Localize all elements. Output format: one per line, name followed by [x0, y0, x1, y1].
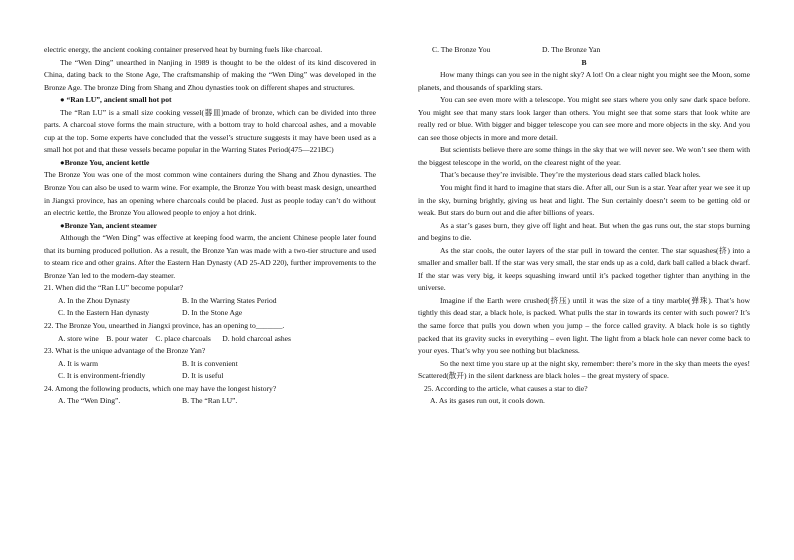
section-heading-bronze-you: ●Bronze You, ancient kettle	[60, 157, 150, 167]
option-c: C. The Bronze You	[432, 45, 491, 54]
question-24-options-continued	[418, 44, 750, 57]
question-23: 23. What is the unique advantage of the Bronze Yan?	[44, 346, 206, 356]
question-22: 22. The Bronze You, unearthed in Jiangxi province, has an opening to_______.	[44, 321, 285, 331]
question-21-options	[44, 307, 376, 320]
option-c: C. It is environment-friendly	[58, 371, 146, 381]
question-24-options	[44, 395, 376, 408]
passage-b-paragraph: But scientists believe there are some things in the sky that we will never see. We won’t see them with the biggest telescope in the world, on the clearest night of the year.	[418, 145, 750, 167]
section-label-b: B	[581, 57, 587, 67]
passage-b-paragraph: As the star cools, the outer layers of the star pull in toward the center. The star squashes(挤) into a smaller and smaller ball. If the star was very small, the star ends up as a cold, dark ball called a black dwarf. If the star was very big, it keeps squashing inward until it’s packed together tighter than anything in the universe.	[418, 245, 750, 293]
option-b: B. It is convenient	[182, 358, 238, 368]
question-23-options	[44, 358, 376, 371]
passage-a-paragraph: The Bronze You was one of the most common wine containers during the Shang and Zhou dynasties. The Bronze You can also be used to warm wine. For example, the Bronze You with beast mask design, unearthed in Jiangxi province, has an opening where charcoals could be placed. Just as people today can’t do without an electric kettle, the Bronze You allowed people to enjoy a hot drink.	[44, 170, 376, 218]
question-23-options	[44, 370, 376, 383]
right-column	[418, 44, 750, 408]
section-heading-ran-lu: ● “Ran LU”, ancient small hot pot	[60, 95, 172, 105]
passage-b-paragraph: You might find it hard to imagine that stars die. After all, our Sun is a star. Year after year we see it up in the sky, burning brightly, giving us heat and light. The Sun certainly doesn’t seem to be getting old or weak. But stars do burn out and die after billions of years.	[418, 183, 750, 218]
option-b: B. The “Ran LU”.	[182, 396, 238, 406]
passage-b-paragraph: As a star’s gases burn, they give off light and heat. But when the gas runs out, the star stops burning and begins to die.	[418, 220, 750, 243]
passage-b-paragraph: How many things can you see in the night sky? A lot! On a clear night you might see the Moon, some planets, and thousands of sparkling stars.	[418, 70, 750, 92]
option-d: D. It is useful	[182, 371, 224, 381]
option-c: C. In the Eastern Han dynasty	[58, 308, 150, 318]
question-22-options: A. store wine B. pour water C. place charcoals D. hold charcoal ashes	[58, 333, 292, 343]
passage-b-paragraph: That’s because they’re invisible. They’re the mysterious dead stars called black holes.	[440, 170, 701, 180]
question-24: 24. Among the following products, which one may have the longest history?	[44, 383, 277, 393]
option-b: B. In the Warring States Period	[182, 295, 277, 305]
passage-a-paragraph: The “Ran LU” is a small size cooking vessel(器皿)made of bronze, which can be divided into three parts. A charcoal stove forms the main structure, with a bottom tray to hold charcoal ashes, and a movable cup at the top. Some experts have concluded that the vessel’s structure suggests it may have been used as a small hot pot and that these vessels became popular in the Warring States Period(475—221BC)	[44, 107, 376, 155]
passage-a-paragraph: The “Wen Ding” unearthed in Nanjing in 1989 is thought to be the oldest of its kind discovered in China, dating back to the Stone Age, The craftsmanship of making the “Wen Ding” was developed in the Bronze Age. The bronze Ding from Shang and Zhou dynasties took on different shapes and structures.	[44, 57, 376, 92]
question-21: 21. When did the “Ran LU” become popular?	[44, 283, 184, 293]
option-a: A. It is warm	[58, 358, 99, 368]
question-25: 25. According to the article, what causes a star to die?	[424, 383, 588, 393]
option-a: A. As its gases run out, it cools down.	[430, 396, 545, 406]
option-a: A. In the Zhou Dynasty	[58, 295, 130, 305]
passage-a-paragraph: electric energy, the ancient cooking container preserved heat by burning fuels like charcoal.	[44, 45, 323, 54]
left-column	[44, 44, 376, 408]
passage-a-paragraph: Although the “Wen Ding” was effective at keeping food warm, the ancient Chinese people later found that its burning produced pollution. As a result, the Bronze Yan was made with a two-tier structure and used to steam rice and other grains. After the Eastern Han Dynasty (AD 25-AD 220), further improvements to the Bronze Yan led to the modern-day steamer.	[44, 233, 376, 280]
passage-b-paragraph: So the next time you stare up at the night sky, remember: there’s more in the sky than meets the eyes! Scattered(散开) in the silent darkness are black holes – the great mystery of space.	[418, 358, 750, 381]
passage-b-paragraph: You can see even more with a telescope. You might see stars where you only saw dark space before. You might see that many stars look larger than others. You might see that some stars that look white are really red or blue. With bigger and bigger telescope you can see more and more objects in the sky. And you can see those objects in more and more detail.	[418, 95, 750, 142]
section-heading-bronze-yan: ●Bronze Yan, ancient steamer	[60, 220, 157, 230]
option-d: D. In the Stone Age	[182, 308, 243, 318]
option-d: D. The Bronze Yan	[542, 45, 601, 54]
passage-b-paragraph: Imagine if the Earth were crushed(挤压) until it was the size of a tiny marble(弹珠). That’s how tightly this dead star, a black hole, is packed. What pulls the star in towards its center with such power? It’s the same force that pulls you down when you jump – the force called gravity. A black hole is so tightly packed that its gravity sucks in everything – even light. The light from a black hole can never come back to your eyes. That’s why you see nothing but blackness.	[418, 295, 750, 356]
option-a: A. The “Wen Ding”.	[58, 396, 121, 406]
question-21-options	[44, 295, 376, 308]
